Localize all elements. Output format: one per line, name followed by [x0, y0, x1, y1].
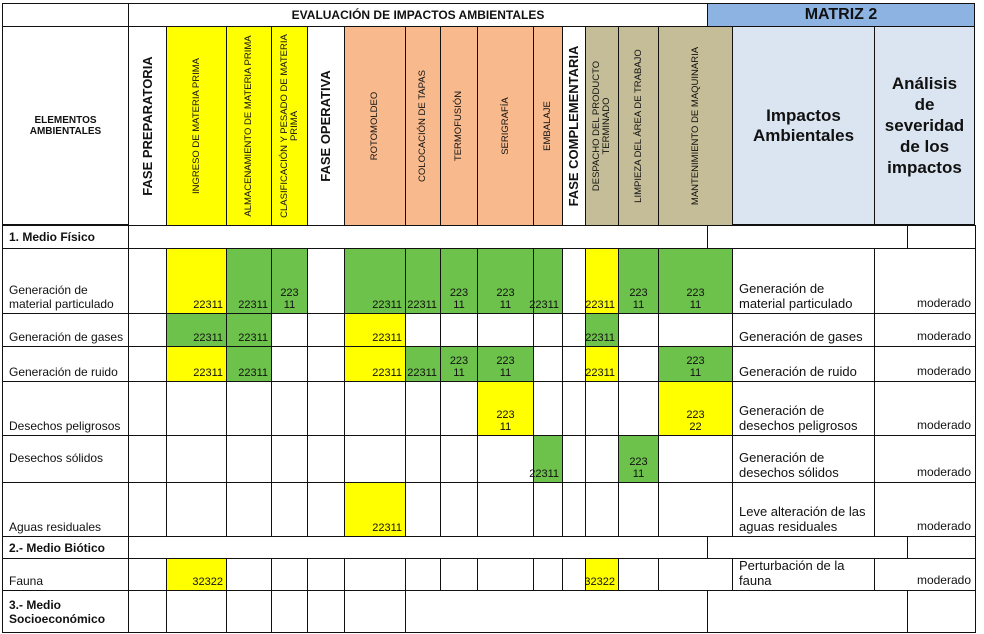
- matrix-cell: [166, 435, 227, 483]
- impact-code: 22311: [529, 468, 559, 480]
- matrix-cell: [440, 558, 478, 591]
- impact-code: 22311: [193, 299, 223, 311]
- matrix-cell: [533, 381, 563, 436]
- matrix-cell: [585, 248, 619, 314]
- matrix-cell: [529, 435, 563, 483]
- impact-description: Generación de gases: [732, 313, 875, 347]
- matrix-cell: [440, 381, 478, 436]
- impact-code: 22311: [372, 332, 402, 344]
- impact-description: Generación de desechos peligrosos: [732, 381, 875, 436]
- matrix-cell: [271, 381, 308, 436]
- section-title: 1. Medio Físico: [2, 225, 129, 249]
- impact-code: 22311: [496, 409, 515, 433]
- matrix-cell: [440, 435, 478, 483]
- element-name: Generación de material particulado: [2, 248, 129, 314]
- matrix-label: MATRIZ 2: [707, 3, 975, 27]
- impact-description: Generación de desechos sólidos: [732, 435, 875, 483]
- column-header-3: [226, 26, 272, 226]
- matrix-cell: [585, 381, 619, 436]
- column-header-2: [166, 26, 227, 226]
- column-header-label: COLOCACIÓN DE TAPAS: [417, 70, 429, 182]
- section-bar-filler: [271, 590, 308, 633]
- impact-code: 22311: [193, 367, 223, 379]
- matrix-cell: [477, 381, 534, 436]
- matrix-cell: [405, 248, 441, 314]
- matrix-cell: [533, 482, 563, 537]
- column-header-1: [128, 26, 167, 226]
- impact-description: Perturbación de la fauna: [732, 558, 875, 591]
- matrix-cell: [344, 435, 406, 483]
- matrix-cell: [128, 482, 167, 537]
- matrix-cell: [585, 313, 619, 347]
- matrix-cell: [658, 248, 733, 314]
- matrix-cell: [562, 381, 586, 436]
- severity-value: moderado: [874, 482, 976, 537]
- impact-code: 22311: [372, 299, 402, 311]
- matrix-cell: [477, 558, 534, 591]
- matrix-cell: [128, 248, 167, 314]
- matrix-cell: [658, 381, 733, 436]
- section-bar-filler: [344, 590, 708, 633]
- matrix-cell: [405, 381, 441, 436]
- impact-code: 22311: [529, 299, 559, 311]
- matrix-cell: [618, 558, 659, 591]
- matrix-cell: [562, 482, 586, 537]
- matrix-cell: [307, 313, 345, 347]
- matrix-cell: [533, 558, 563, 591]
- matrix-cell: [618, 381, 659, 436]
- element-name: Fauna: [2, 558, 129, 591]
- matrix-cell: [618, 482, 659, 537]
- column-header-label: FASE PREPARATORIA: [139, 56, 155, 196]
- impact-description: Generación de material particulado: [732, 248, 875, 314]
- impacts-header: Impactos Ambientales: [732, 26, 875, 225]
- matrix-cell: [562, 313, 586, 347]
- impact-code: 22311: [629, 287, 648, 311]
- element-name: Aguas residuales: [2, 482, 129, 537]
- column-header-10: [533, 26, 563, 226]
- impact-code: 22311: [496, 287, 515, 311]
- severity-value: moderado: [874, 313, 976, 347]
- section-bar-filler: [907, 536, 976, 559]
- matrix-cell: [344, 248, 406, 314]
- impact-code: 22311: [280, 287, 299, 311]
- impact-code: 22311: [449, 287, 469, 311]
- matrix-cell: [307, 381, 345, 436]
- matrix-cell: [405, 346, 441, 382]
- matrix-cell: [585, 482, 619, 537]
- column-header-label: LIMPIEZA DEL ÁREA DE TRABAJO: [632, 49, 644, 203]
- section-bar-filler: [707, 536, 908, 559]
- matrix-cell: [658, 346, 733, 382]
- matrix-cell: [344, 381, 406, 436]
- matrix-cell: [440, 248, 478, 314]
- matrix-cell: [562, 558, 586, 591]
- matrix-cell: [226, 435, 272, 483]
- matrix-cell: [618, 435, 659, 483]
- matrix-cell: [477, 248, 534, 314]
- impact-code: 22311: [449, 355, 469, 379]
- matrix-cell: [166, 558, 227, 591]
- matrix-cell: [226, 381, 272, 436]
- matrix-cell: [562, 346, 586, 382]
- matrix-cell: [658, 313, 733, 347]
- impact-code: 22311: [238, 299, 268, 311]
- impact-code: 22311: [585, 299, 615, 311]
- column-header-13: [618, 26, 659, 226]
- matrix-cell: [307, 435, 345, 483]
- impact-code: 22311: [686, 355, 705, 379]
- severity-value: moderado: [874, 558, 976, 591]
- matrix-cell: [405, 558, 441, 591]
- matrix-cell: [585, 435, 619, 483]
- element-name: Desechos sólidos: [2, 435, 129, 483]
- matrix-cell: [128, 381, 167, 436]
- section-bar-filler: [128, 590, 167, 633]
- matrix-cell: [226, 558, 272, 591]
- matrix-cell: [128, 435, 167, 483]
- matrix-cell: [307, 248, 345, 314]
- matrix-cell: [271, 558, 308, 591]
- matrix-cell: [405, 313, 441, 347]
- main-title: EVALUACIÓN DE IMPACTOS AMBIENTALES: [128, 3, 708, 27]
- matrix-cell: [271, 346, 308, 382]
- matrix-cell: [128, 313, 167, 347]
- matrix-cell: [226, 248, 272, 314]
- section-bar-filler: [166, 590, 227, 633]
- column-header-label: DESPACHO DEL PRODUCTO TERMINADO: [591, 60, 612, 192]
- matrix-cell: [344, 313, 406, 347]
- section-title: 2.- Medio Biótico: [2, 536, 129, 559]
- impact-code: 22322: [686, 409, 705, 433]
- element-name: Generación de gases: [2, 313, 129, 347]
- matrix-cell: [307, 558, 345, 591]
- section-bar-filler: [707, 590, 908, 633]
- matrix-cell: [344, 482, 406, 537]
- severity-value: moderado: [874, 435, 976, 483]
- element-name: Desechos peligrosos: [2, 381, 129, 436]
- impact-code: 22311: [686, 287, 705, 311]
- section-bar-filler: [907, 225, 976, 249]
- column-header-4: [271, 26, 308, 226]
- matrix-cell: [166, 482, 227, 537]
- column-header-label: FASE COMPLEMENTARIA: [566, 45, 582, 207]
- matrix-cell: [618, 248, 659, 314]
- matrix-cell: [562, 435, 586, 483]
- column-header-label: CLASIFICACIÓN Y PESADO DE MATERIA PRIMA: [278, 34, 300, 218]
- section-bar-filler: [907, 590, 976, 633]
- element-name: Generación de ruido: [2, 346, 129, 382]
- matrix-cell: [166, 248, 227, 314]
- matrix-cell: [271, 248, 308, 314]
- column-header-8: [440, 26, 478, 226]
- matrix-cell: [533, 346, 563, 382]
- matrix-cell: [440, 313, 478, 347]
- elements-header: ELEMENTOS AMBIENTALES: [2, 26, 129, 225]
- section-title: 3.- Medio Socioeconómico: [2, 590, 129, 633]
- column-header-label: FASE OPERATIVA: [318, 70, 334, 182]
- matrix-cell: [344, 346, 406, 382]
- matrix-cell: [128, 558, 167, 591]
- impact-code: 22311: [407, 299, 437, 311]
- column-header-14: [658, 26, 733, 226]
- column-header-label: ALMACENAMIENTO DE MATERIA PRIMA: [243, 35, 255, 217]
- matrix-cell: [440, 482, 478, 537]
- impact-code: 22311: [407, 367, 437, 379]
- severity-value: moderado: [874, 381, 976, 436]
- matrix-cell: [226, 482, 272, 537]
- matrix-cell: [226, 346, 272, 382]
- impact-description: Leve alteración de las aguas residuales: [732, 482, 875, 537]
- matrix-cell: [166, 346, 227, 382]
- impact-code: 22311: [629, 456, 648, 480]
- matrix-cell: [307, 346, 345, 382]
- matrix-cell: [166, 313, 227, 347]
- matrix-cell: [307, 482, 345, 537]
- matrix-cell: [658, 482, 733, 537]
- top-left-corner: [2, 3, 129, 27]
- matrix-cell: [477, 346, 534, 382]
- impact-code: 32322: [584, 576, 615, 588]
- matrix-cell: [585, 346, 619, 382]
- column-header-12: [585, 26, 619, 226]
- column-header-6: [344, 26, 406, 226]
- matrix-cell: [271, 313, 308, 347]
- impact-code: 22311: [238, 367, 268, 379]
- impact-description: Generación de ruido: [732, 346, 875, 382]
- impact-code: 22311: [372, 367, 402, 379]
- matrix-cell: [271, 482, 308, 537]
- column-header-label: MANTENIMIENTO DE MAQUINARIA: [689, 46, 701, 206]
- impact-code: 22311: [238, 332, 268, 344]
- column-header-11: [562, 26, 586, 226]
- matrix-cell: [477, 482, 534, 537]
- column-header-label: TERMOFUSIÓN: [453, 90, 465, 162]
- matrix-cell: [226, 313, 272, 347]
- column-header-label: INGRESO DE MATERIA PRIMA: [190, 58, 202, 195]
- column-header-7: [405, 26, 441, 226]
- column-header-9: [477, 26, 534, 226]
- impact-code: 22311: [496, 355, 515, 379]
- column-header-label: EMBALAJE: [542, 101, 554, 151]
- severity-value: moderado: [874, 346, 976, 382]
- section-bar-filler: [226, 590, 272, 633]
- matrix-cell: [440, 346, 478, 382]
- matrix-cell: [585, 558, 619, 591]
- impact-code: 22311: [193, 332, 223, 344]
- matrix-cell: [128, 346, 167, 382]
- section-bar-filler: [307, 590, 345, 633]
- matrix-cell: [533, 313, 563, 347]
- matrix-cell: [166, 381, 227, 436]
- matrix-cell: [477, 313, 534, 347]
- impact-code: 22311: [585, 367, 615, 379]
- impact-code: 22311: [372, 522, 402, 534]
- severity-value: moderado: [874, 248, 976, 314]
- matrix-cell: [405, 435, 441, 483]
- matrix-cell: [658, 558, 733, 591]
- matrix-cell: [477, 435, 534, 483]
- impact-code: 22311: [585, 332, 615, 344]
- matrix-cell: [344, 558, 406, 591]
- column-header-5: [307, 26, 345, 226]
- severity-header: Análisis de severidad de los impactos: [874, 26, 975, 225]
- matrix-cell: [405, 482, 441, 537]
- matrix-cell: [618, 346, 659, 382]
- section-bar-filler: [128, 225, 708, 249]
- column-header-label: ROTOMOLDEO: [369, 91, 381, 161]
- impact-code: 32322: [192, 576, 223, 588]
- matrix-cell: [618, 313, 659, 347]
- column-header-label: SERIGRAFÍA: [499, 97, 511, 155]
- matrix-cell: [529, 248, 563, 314]
- matrix-cell: [562, 248, 586, 314]
- matrix-cell: [658, 435, 733, 483]
- matrix-cell: [271, 435, 308, 483]
- section-bar-filler: [128, 536, 708, 559]
- section-bar-filler: [707, 225, 908, 249]
